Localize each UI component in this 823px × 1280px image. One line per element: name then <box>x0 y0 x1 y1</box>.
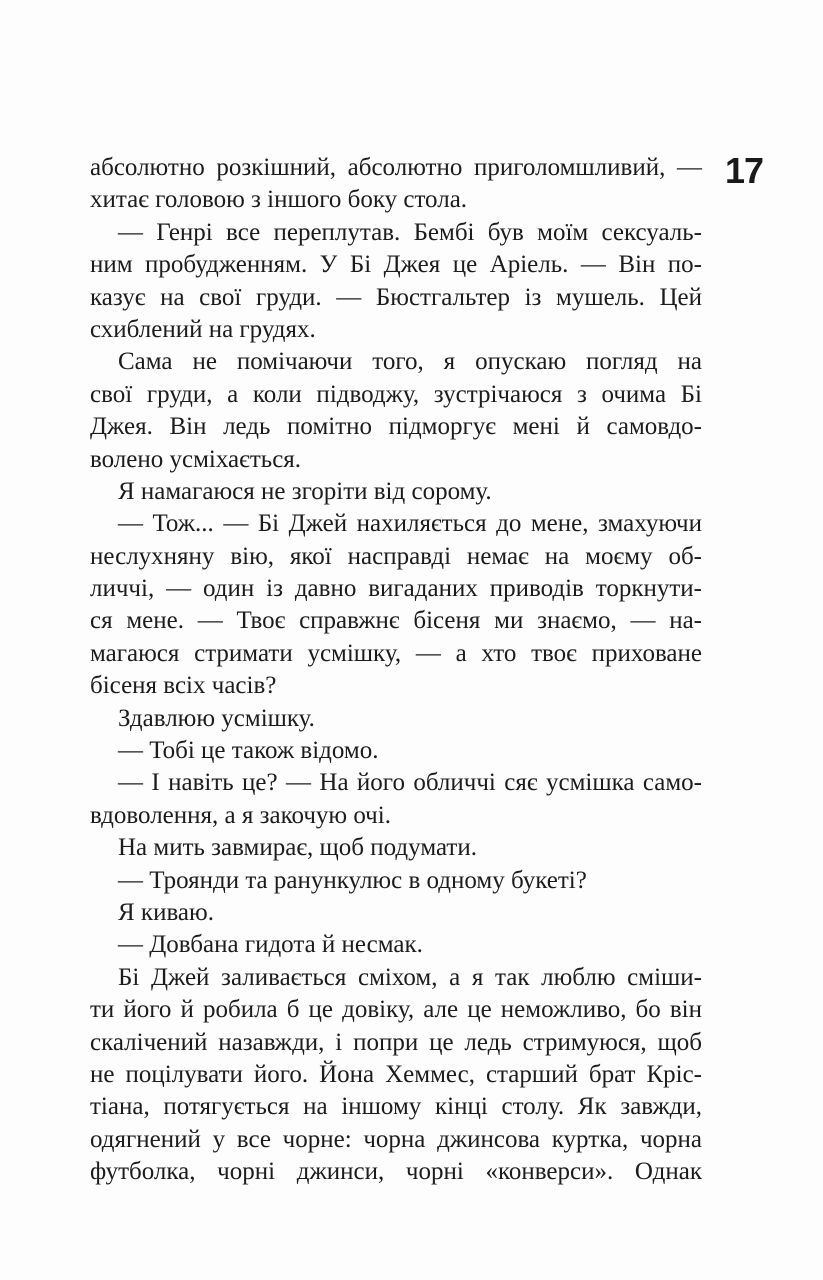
text-line: Я намагаюся не згоріти від сорому. <box>118 477 492 505</box>
text-line: Я киваю. <box>118 898 214 926</box>
text-line: — Тож... — Бі Джей нахиляється до мене, змахуючи <box>118 510 702 538</box>
text-line: схиблений на грудях. <box>90 315 316 343</box>
text-line: Сама не помічаючи того, я опускаю погляд на <box>118 348 702 376</box>
text-line: абсолютно розкішний, абсолютно приголомшливий, — <box>90 154 702 181</box>
page-number: 17 <box>725 150 764 191</box>
text-line: вдоволення, а я закочую очі. <box>90 801 391 829</box>
text-line: На мить завмирає, щоб подумати. <box>118 834 477 862</box>
text-line: — Генрі все переплутав. Бембі був моїм сексуаль- <box>118 218 702 246</box>
text-line: — Троянди та ранункулюс в одному букеті? <box>118 866 587 894</box>
text-line: — І навіть це? — На його обличчі сяє усмішка само- <box>118 769 702 797</box>
text-line: личчі, — один із давно вигаданих приводів торкнути- <box>90 575 702 603</box>
text-line: Бі Джей заливається сміхом, а я так люблю сміши- <box>118 963 702 991</box>
text-line: казує на свої груди. — Бюстгальтер із мушель. Цей <box>90 283 702 311</box>
text-line: — Тобі це також відомо. <box>118 737 379 765</box>
text-line: ним пробудженням. У Бі Джея це Аріель. — Він по- <box>90 251 702 279</box>
text-line: свої груди, а коли підводжу, зустрічаюся з очима Бі <box>90 380 702 408</box>
text-line: одягнений у все чорне: чорна джинсова куртка, чорна <box>90 1125 702 1153</box>
text-line: футболка, чорні джинси, чорні «конверси». Однак <box>90 1158 702 1186</box>
text-line: тіана, потягується на іншому кінці столу. Як завжди, <box>90 1093 702 1121</box>
text-line: скалічений назавжди, і попри це ледь стримуюся, щоб <box>90 1028 702 1056</box>
text-line: Здавлюю усмішку. <box>118 704 315 732</box>
body-text <box>90 152 702 1189</box>
text-line: — Довбана гидота й несмак. <box>118 931 423 959</box>
text-line: волено усміхається. <box>90 445 302 473</box>
text-line: хитає головою з іншого боку стола. <box>90 186 468 214</box>
text-line: Джея. Він ледь помітно підморгує мені й самовдо- <box>90 413 702 441</box>
text-line: бісеня всіх часів? <box>90 672 277 700</box>
text-line: неслухняну вію, якої насправді немає на моєму об- <box>90 542 702 570</box>
text-line: магаюся стримати усмішку, — а хто твоє приховане <box>90 639 702 667</box>
text-line: не поцілувати його. Йона Хеммес, старший брат Кріс- <box>90 1060 702 1088</box>
text-line: ся мене. — Твоє справжнє бісеня ми знаємо, — на- <box>90 607 702 635</box>
text-line: ти його й робила б це довіку, але це неможливо, бо він <box>90 996 702 1024</box>
